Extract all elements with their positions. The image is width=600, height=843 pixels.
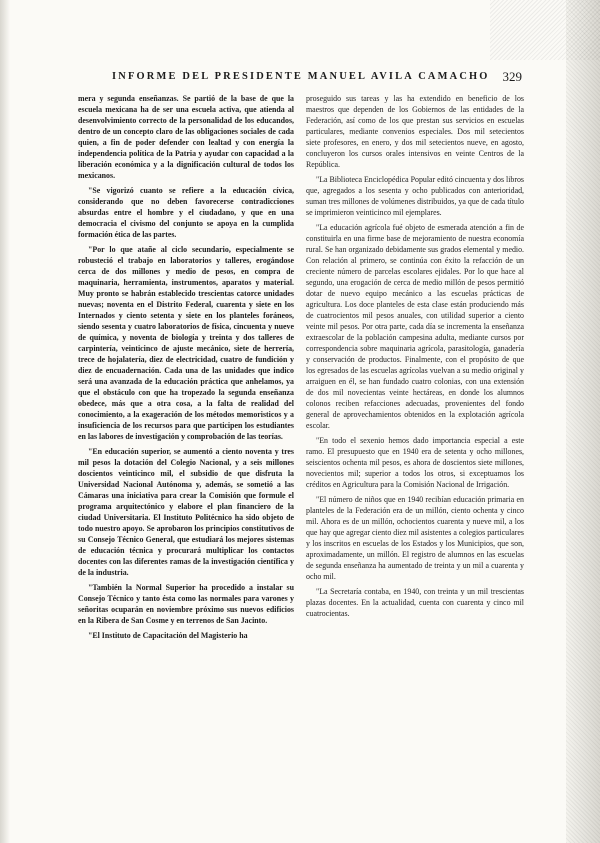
paragraph: "Por lo que atañe al ciclo secundario, especialmente se robusteció el trabajo en laboratorios y talleres, erogándose cerca de dos millones y medio de pesos, en compra de maquinaria, herramienta, instrumentos, aparatos y material. Muy pronto se habrán establecido trescientas catorce unidades nuevas; noventa en el Distrito Federal, cuarenta y siete en los Internados y ciento setenta y siete en los planteles foráneos, siendo sesenta y cuatro laboratorios de física, cincuenta y nueve de química, y noventa de biología y treinta y dos talleres de carpintería, veinticinco de ajuste mecánico, siete de herrería, trece de hojalatería, diez de electricidad, cuatro de fundición y diez de encuadernación. Cada una de las unidades que indico será una avanzada de la educación práctica que anhelamos, ya que el obstáculo con que ha tropezado la segunda enseñanza obedece, más que a otra cosa, a la falta de realidad del conocimiento, a la exageración de los métodos memoristicos y a insuficiencia de los recursos para que participen los estudiantes en las labores de investigación y comprobación de las teorías. [78,244,294,442]
paragraph: "En todo el sexenio hemos dado importancia especial a este ramo. El presupuesto que en 1940 era de setenta y ocho millones, seiscientos ochenta mil pesos, es ahora de doscientos siete millones, novecientos mil; superior a todos los otros, si exceptuamos los créditos en Agricultura para la Comisión Nacional de Irrigación. [306,435,524,490]
paragraph: "El Instituto de Capacitación del Magisterio ha [88,630,248,640]
scan-shadow-right [566,0,600,843]
paragraph: "Se vigorizó cuanto se refiere a la educación cívica, considerando que no deben favorecerse contradicciones absurdas entre el hombre y el ciudadano, y que en una democracia el civismo del conjunto se apoya en la cumplida formación ética de las partes. [78,185,294,240]
paragraph: proseguido sus tareas y las ha extendido en beneficio de los maestros que dependen de los Gobiernos de las entidades de la Federación, así como de los que prestan sus servicios en escuelas particulares, mediante convenios especiales. Dos mil setecientos siete profesores, en enero, y dos mil setecientos nueve, en agosto, concluyeron los cursos orales intensivos en veinte Centros de la República. [306,94,524,170]
paragraph: "También la Normal Superior ha procedido a instalar su Consejo Técnico y tanto ésta como las normales para varones y señoritas ocuparán en noviembre próximo sus nuevos edificios en la Ribera de San Cosme y en terrenos de San Jacinto. [78,583,294,626]
paragraph: "El número de niños que en 1940 recibían educación primaria en planteles de la Federación era de un millón, ciento ochenta y cinco mil. Ahora es de un millón, ochocientos cuarenta y nueve mil, a los que hay que agregar ciento diez mil asistentes a colegios particulares y los inscritos en escuelas de los Estados y los Municipios, que son, aproximadamente, un millón. El registro de alumnos en las escuelas de segunda enseñanza ha aumentado de treinta y un mil a cuarenta y ocho mil. [306,494,524,581]
paragraph: "La Biblioteca Enciclopédica Popular editó cincuenta y dos libros que, agregados a los sesenta y ocho publicados con anterioridad, suman tres millones de volúmenes distribuidos, ya que de cada título se imprimieron veinticinco mil ejemplares. [306,174,524,217]
running-title: INFORME DEL PRESIDENTE MANUEL AVILA CAMACHO [112,71,490,82]
page-header [112,69,522,87]
scan-shadow-left [0,0,10,843]
right-column [306,93,524,619]
paragraph: "La Secretaría contaba, en 1940, con treinta y un mil trescientas plazas docentes. En la actualidad, cuenta con cuarenta y cinco mil cuatrocientas. [306,586,524,618]
paragraph: "La educación agrícola fué objeto de esmerada atención a fin de constituirla en una firme base de mejoramiento de nuestra economía rural. Se han organizado debidamente sus grados elemental y medio. Con relación al primero, se continúa con éxito la refacción de un creciente número de parcelas escolares ejidales. Por lo que hace al segundo, una erogación de cerca de medio millón de pesos permitió dotar de nuevo equipo mecánico a las escuelas prácticas de agricultura. Los doce planteles de esta clase están produciendo más de cuatrocientos mil pesos anuales, con utilidad superior a ciento veinte mil pesos. Por otra parte, cada día se incrementa la enseñanza extraescolar de la población campesina adulta, mediante cursos por correspondencia sobre maquinaria agrícola, parasitología, ganadería y conservación de productos. Finalmente, con el propósito de que los egresados de las escuelas agrícolas vuelvan a su medio original y arraiguen en él, se han fundado cuatro colonias, con una extensión de dos mil novecientas veinte hectáreas, en donde los alumnos colonos reciben refacciones adecuadas, provenientes del fondo general de aprovechamientos obtenidos en la explotación agrícola escolar. [306,222,524,431]
paragraph: "En educación superior, se aumentó a ciento noventa y tres mil pesos la dotación del Colegio Nacional, y a seis millones doscientos veinticinco mil, el subsidio de que disfruta la Universidad Nacional Autónoma y, además, se sometió a las Cámaras una iniciativa para crear la Comisión que formule el programa arquitectónico y elabore el plan financiero de la ciudad Universitaria. El Instituto Politécnico ha sido objeto de todo nuestro apoyo. Se aprobaron los principios constitutivos de su Consejo Técnico General, que estudiará los mejores sistemas de educación técnica y procurará multiplicar los contactos docentes con las diferentes ramas de la investigación científica y de la industria. [78,446,294,578]
scan-texture [490,0,600,60]
left-column [78,93,294,641]
page-number: 329 [502,69,522,84]
paragraph: mera y segunda enseñanzas. Se partió de la base de que la escuela mexicana ha de ser una escuela activa, que atienda al desenvolvimiento correcto de la personalidad de los educandos, dentro de un concepto claro de las obligaciones sociales de cada quien, a fin de poder defender con lealtad y con energía la independencia política de la Patria y ayudar con capacidad a la liberación económica y a la dignificación cultural de todos los mexicanos. [78,94,294,181]
